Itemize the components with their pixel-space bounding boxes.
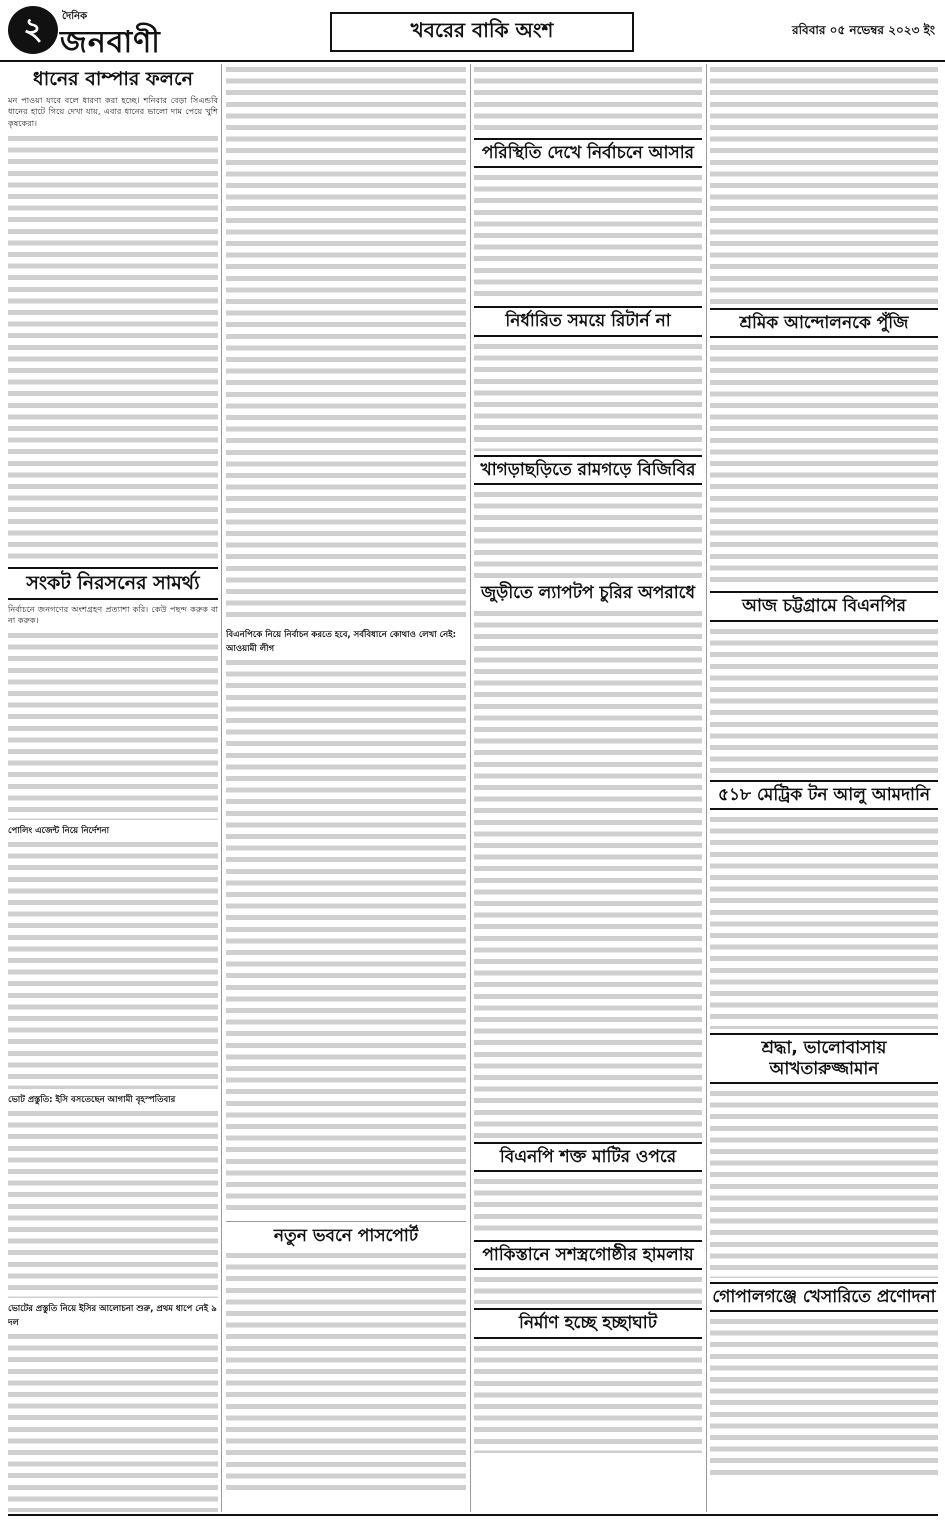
article-text-block xyxy=(710,342,938,587)
headline: নির্ধারিত সময়ে রিটার্ন না xyxy=(474,306,702,336)
article-text-block xyxy=(710,64,938,304)
headline: ধানের বাম্পার ফলনে xyxy=(33,68,193,90)
headline: আজ চট্টগ্রামে বিএনপির xyxy=(710,591,938,621)
article-text: মন পাওয়া যাবে বলে ধারণা করা হচ্ছে। শনিবার বেড়া সিএন্ডবি ধানের হাটে গিয়ে দেখা যায়, এবার ধানের ভালো দাম পেয়ে খুশি কৃষকেরা। xyxy=(8,94,218,129)
headline: সংকট নিরসনের সামর্থ্য xyxy=(8,567,218,600)
article-text-block xyxy=(474,172,702,302)
article-text-block xyxy=(474,64,702,134)
headline: বিএনপি শক্ত মাটির ওপরে xyxy=(474,1142,702,1172)
article-text-block xyxy=(226,657,466,1217)
headline: পরিস্থিতি দেখে নির্বাচনে আসার xyxy=(474,138,702,168)
article-text-block xyxy=(710,626,938,776)
headline: গোপালগঞ্জে খেসারিতে প্রণোদনা xyxy=(710,1282,938,1312)
divider xyxy=(226,1221,466,1222)
headline: পাকিস্তানে সশস্ত্রগোষ্ঠীর হামলায় xyxy=(474,1240,702,1270)
headline: নতুন ভবনে পাসপোর্ট xyxy=(273,1226,419,1246)
subheading: পোলিং এজেন্ট নিয়ে নির্দেশনা xyxy=(8,825,110,836)
article-text-block xyxy=(474,1176,702,1236)
article-text-block xyxy=(474,608,702,1138)
subheading: বিএনপিকে নিয়ে নির্বাচন করতে হবে, সর্ববিধানে কোথাও লেখা নেই: আওয়ামী লীগ xyxy=(226,630,456,654)
article-text-block xyxy=(8,839,218,1089)
column-3 xyxy=(474,64,702,1512)
headline: শ্রমিক আন্দোলনকে পুঁজি xyxy=(710,308,938,338)
article-text: নির্বাচনে জনগণের অংশগ্রহণ প্রত্যাশা করি। কেউ পছন্দ করুক বা না করুক। xyxy=(8,603,218,626)
dateline: রবিবার ০৫ নভেম্বর ২০২৩ ইং xyxy=(792,23,935,37)
column-1 xyxy=(8,64,218,1512)
page-number: ২ xyxy=(8,6,58,54)
headline: জুড়ীতে ল্যাপটপ চুরির অপরাধে xyxy=(480,583,696,604)
article-text-block xyxy=(226,1250,466,1490)
column-divider xyxy=(221,64,222,1512)
footer-rule xyxy=(8,1514,938,1516)
subheading: ভোট প্রস্তুতি: ইসি বসতেছেন আগামী বৃহস্পতিবার xyxy=(8,1094,176,1105)
column-divider xyxy=(706,64,707,1512)
article-text-block xyxy=(8,1331,218,1512)
article-text-block xyxy=(474,1274,702,1304)
column-2 xyxy=(226,64,466,1512)
masthead xyxy=(0,0,945,62)
article-text-block xyxy=(474,341,702,451)
article-text-block xyxy=(710,1316,938,1476)
article-text-block xyxy=(474,1343,702,1453)
article-text-block xyxy=(8,630,218,820)
headline: শ্রদ্ধা, ভালোবাসায় আখতারুজ্জামান xyxy=(710,1033,938,1084)
subheading: ভোটের প্রস্তুতি নিয়ে ইসির আলোচনা শুরু, প্রথম ধাপে নেই ৯ দল xyxy=(8,1303,217,1328)
article-text-block xyxy=(710,814,938,1029)
article-text-block xyxy=(710,1088,938,1278)
article-text-block xyxy=(8,1108,218,1298)
article-text-block xyxy=(8,133,218,563)
paper-logo: জনবাণী xyxy=(60,25,161,60)
column-divider xyxy=(470,64,471,1512)
headline: নির্মাণ হচ্ছে হচ্ছাঘাট xyxy=(474,1308,702,1338)
article-text-block xyxy=(226,64,466,624)
headline: ৫১৮ মেট্রিক টন আলু আমদানি xyxy=(710,780,938,810)
article-text-block xyxy=(474,489,702,579)
column-4 xyxy=(710,64,938,1512)
paper-prefix: দৈনিক xyxy=(62,11,88,22)
headline: খাগড়াছড়িতে রামগড়ে বিজিবির xyxy=(474,455,702,485)
section-title: খবরের বাকি অংশ xyxy=(330,12,634,52)
